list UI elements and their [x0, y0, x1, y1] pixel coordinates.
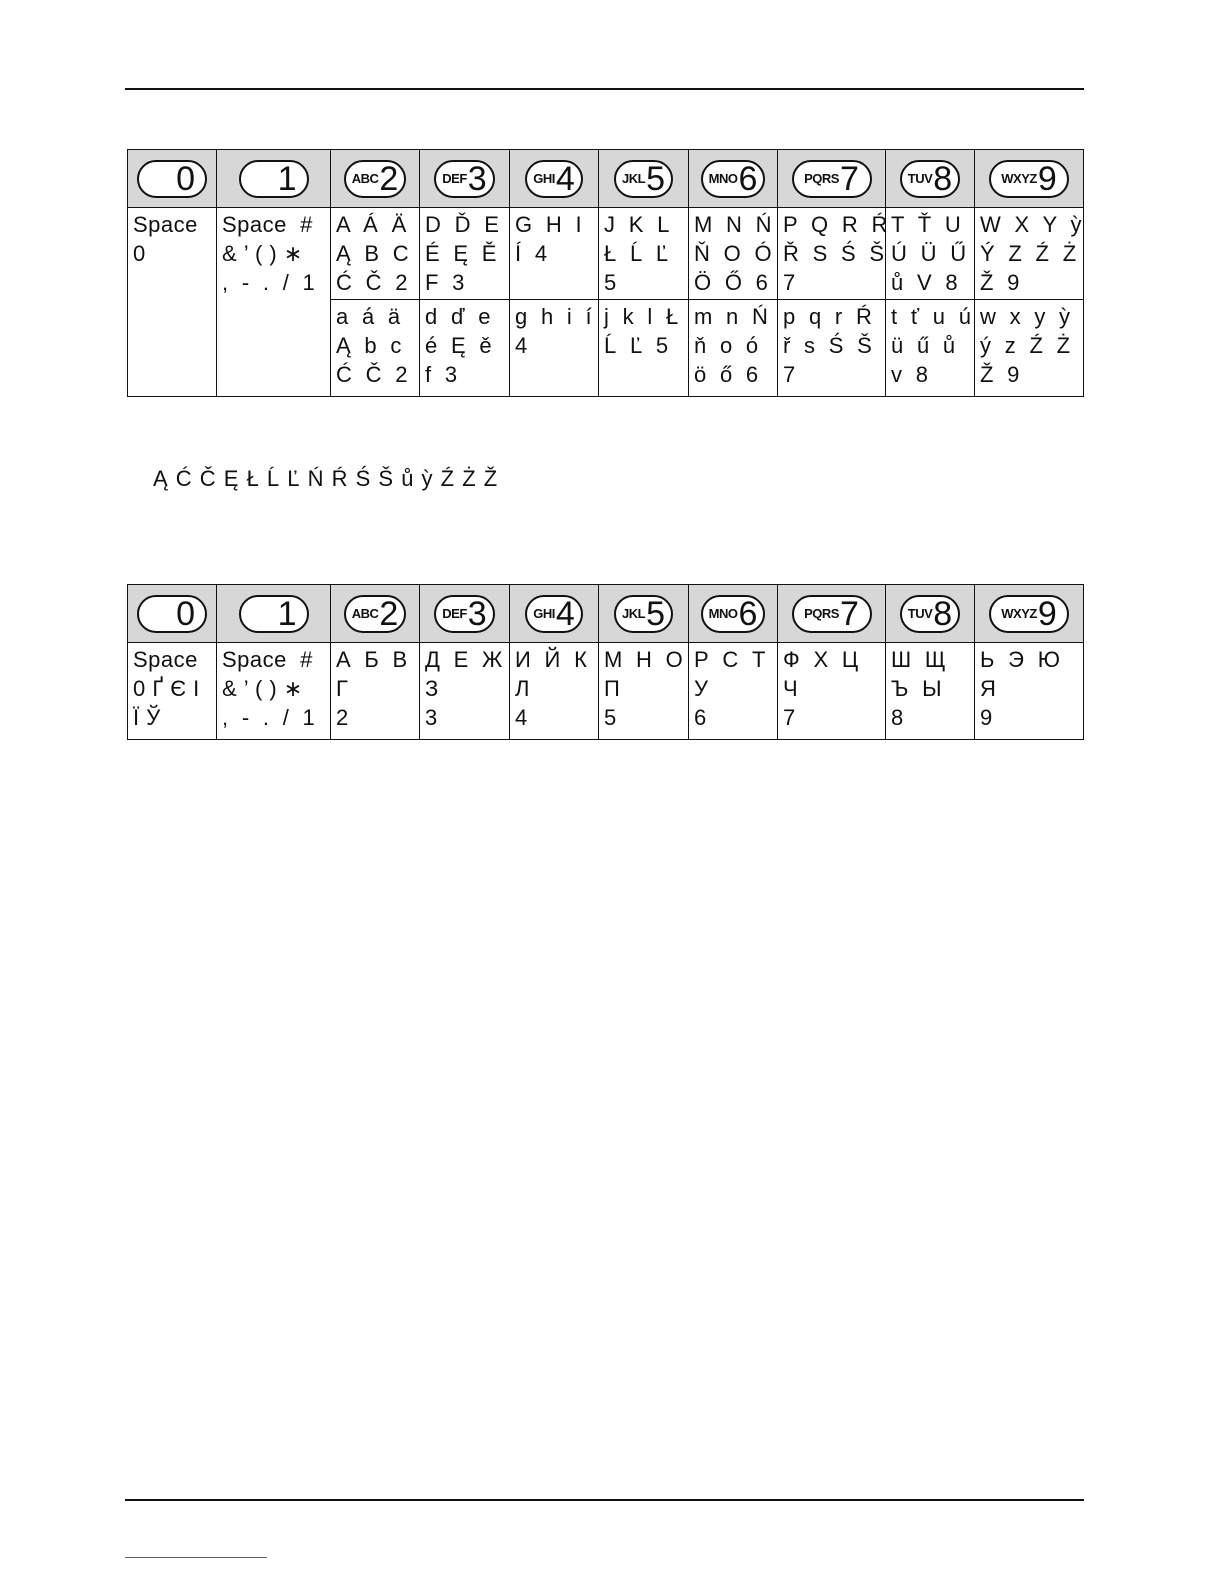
key-9-chars: Ь Э Ю Я 9 — [975, 643, 1084, 740]
key-9-upper: W X Y ỳ Ý Z Ź Ż Ž 9 — [975, 208, 1084, 300]
key-0-chars: Space 0 — [128, 208, 217, 397]
key-5-header — [599, 150, 689, 208]
key-9-icon: WXYZ 9 — [989, 595, 1069, 633]
latin-character-table — [127, 149, 1084, 397]
key-2-icon: ABC 2 — [344, 595, 407, 633]
footer-link-underline — [125, 1557, 267, 1558]
key-3-lower: d ď e é Ę ě f 3 — [420, 300, 510, 397]
key-8-upper: T Ť U Ú Ü Ű ů V 8 — [886, 208, 975, 300]
key-6-chars: Р С Т У 6 — [689, 643, 778, 740]
key-4-upper: G H I Í 4 — [510, 208, 599, 300]
key-5-chars: М Н О П 5 — [599, 643, 689, 740]
key-2-chars: А Б В Г 2 — [331, 643, 420, 740]
key-4-icon: GHI 4 — [525, 595, 583, 633]
key-6-icon: MNO 6 — [701, 595, 766, 633]
key-3-icon: DEF 3 — [434, 595, 494, 633]
key-1-chars: Space # & ’ ( ) ∗ , - . / 1 — [217, 208, 331, 397]
key-header-row — [128, 150, 1084, 208]
key-9-icon: WXYZ 9 — [989, 160, 1069, 198]
key-6-icon: MNO 6 — [701, 160, 766, 198]
key-8-lower: t ť u ú ü ű ů v 8 — [886, 300, 975, 397]
key-1-icon: 1 — [239, 595, 309, 633]
key-3-header — [420, 150, 510, 208]
key-8-chars: Ш Щ Ъ Ы 8 — [886, 643, 975, 740]
key-4-lower: g h i í 4 — [510, 300, 599, 397]
key-8-header — [886, 150, 975, 208]
key-7-icon: PQRS 7 — [792, 595, 872, 633]
key-5-lower: j k l Ł Ĺ Ľ 5 — [599, 300, 689, 397]
key-6-lower: m n Ń ň o ó ö ő 6 — [689, 300, 778, 397]
key-2-header — [331, 150, 420, 208]
key-4-icon: GHI 4 — [525, 160, 583, 198]
key-4-chars: И Й К Л 4 — [510, 643, 599, 740]
key-1-icon: 1 — [239, 160, 309, 198]
key-5-icon: JKL 5 — [614, 595, 673, 633]
key-1-header — [217, 585, 331, 643]
key-2-lower: a á ä Ą b c Ć Č 2 — [331, 300, 420, 397]
key-2-header — [331, 585, 420, 643]
key-8-icon: TUV 8 — [900, 595, 960, 633]
key-0-chars: Space 0 Ґ Є І Ї Ў — [128, 643, 217, 740]
key-0-header — [128, 585, 217, 643]
key-0-header — [128, 150, 217, 208]
header-rule — [125, 88, 1084, 90]
key-9-lower: w x y ỳ ý z Ź Ż Ž 9 — [975, 300, 1084, 397]
key-0-icon: 0 — [137, 595, 207, 633]
key-1-header — [217, 150, 331, 208]
key-6-upper: M N Ń Ň O Ó Ö Ő 6 — [689, 208, 778, 300]
key-7-lower: p q r Ŕ ř s Ś Š 7 — [778, 300, 886, 397]
footer-rule — [125, 1499, 1084, 1501]
key-4-header — [510, 585, 599, 643]
character-row — [128, 643, 1084, 740]
key-5-upper: J K L Ł Ĺ Ľ 5 — [599, 208, 689, 300]
special-characters-line: Ą Ć Č Ę Ł Ĺ Ľ Ń Ŕ Ś Š ů ỳ Ź Ż Ž — [153, 466, 499, 491]
key-6-header — [689, 150, 778, 208]
key-0-icon: 0 — [137, 160, 207, 198]
key-3-chars: Д Е Ж З 3 — [420, 643, 510, 740]
key-3-icon: DEF 3 — [434, 160, 494, 198]
key-7-upper: P Q R Ŕ Ř S Ś Š 7 — [778, 208, 886, 300]
key-4-header — [510, 150, 599, 208]
key-8-icon: TUV 8 — [900, 160, 960, 198]
key-2-icon: ABC 2 — [344, 160, 407, 198]
key-8-header — [886, 585, 975, 643]
uppercase-row — [128, 208, 1084, 300]
key-2-upper: A Á Ä Ą B C Ć Č 2 — [331, 208, 420, 300]
key-7-icon: PQRS 7 — [792, 160, 872, 198]
key-5-header — [599, 585, 689, 643]
key-header-row — [128, 585, 1084, 643]
key-3-header — [420, 585, 510, 643]
key-5-icon: JKL 5 — [614, 160, 673, 198]
key-6-header — [689, 585, 778, 643]
key-7-header — [778, 150, 886, 208]
key-7-chars: Ф Х Ц Ч 7 — [778, 643, 886, 740]
key-7-header — [778, 585, 886, 643]
cyrillic-character-table — [127, 584, 1084, 740]
key-1-chars: Space # & ’ ( ) ∗ , - . / 1 — [217, 643, 331, 740]
key-9-header — [975, 150, 1084, 208]
key-9-header — [975, 585, 1084, 643]
key-3-upper: D Ď E É Ę Ě F 3 — [420, 208, 510, 300]
